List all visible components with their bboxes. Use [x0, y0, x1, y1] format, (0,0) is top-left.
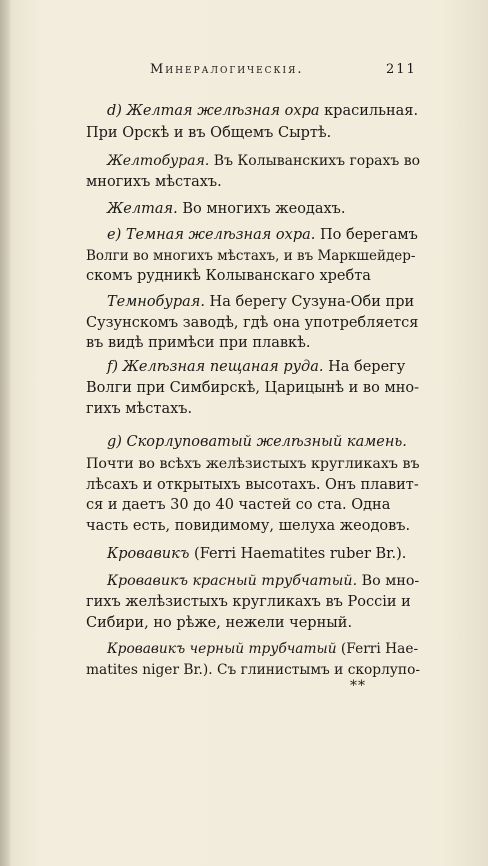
- text-line: g) Скорлуповатый желѣзный камень.: [107, 434, 407, 450]
- text-line: Кровавикъ черный трубчатый (Ferri Hae-: [107, 641, 419, 657]
- running-header: [150, 62, 450, 82]
- text-line: Сузунскомъ заводѣ, гдѣ она употребляется: [86, 315, 419, 331]
- text-line: Почти во всѣхъ желѣзистыхъ кругликахъ въ: [86, 456, 420, 472]
- text-line: Волги во многихъ мѣстахъ, и въ Маркшейдер-: [86, 248, 416, 264]
- page-gutter: [0, 0, 10, 866]
- text-line: скомъ рудникѣ Колыванскаго хребта: [86, 268, 371, 284]
- text-line: f) Желѣзная пещаная руда. На берегу: [107, 359, 406, 375]
- text-line: matites niger Br.). Съ глинистымъ и скорлупо-: [86, 662, 420, 678]
- text-line: Темнобурая. На берегу Сузуна-Оби при: [107, 294, 415, 310]
- text-line: ся и даетъ 30 до 40 частей со ста. Одна: [86, 497, 391, 513]
- text-line: многихъ мѣстахъ.: [86, 174, 222, 190]
- text-line: Желтая. Во многихъ жеодахъ.: [107, 201, 346, 217]
- text-line: d) Желтая желѣзная охра красильная.: [107, 103, 419, 119]
- text-line: Кровавикъ (Ferri Haematites ruber Br.).: [107, 546, 407, 562]
- text-line: e) Темная желѣзная охра. По берегамъ: [107, 227, 418, 243]
- page-number: 211: [386, 62, 417, 77]
- text-line: Сибири, но рѣже, нежели черный.: [86, 615, 353, 631]
- running-title: Минералогическія.: [150, 62, 304, 77]
- text-line: Волги при Симбирскѣ, Царицынѣ и во мно-: [86, 380, 420, 396]
- text-line: Желтобурая. Въ Колыванскихъ горахъ во: [107, 153, 421, 169]
- text-line: При Орскѣ и въ Общемъ Сыртѣ.: [86, 125, 332, 141]
- text-line: гихъ желѣзистыхъ кругликахъ въ Россіи и: [86, 594, 411, 610]
- text-line: гихъ мѣстахъ.: [86, 401, 193, 417]
- text-line: Кровавикъ красный трубчатый. Во мно-: [107, 573, 420, 589]
- text-line: въ видѣ примѣси при плавкѣ.: [86, 335, 311, 351]
- text-line: часть есть, повидимому, шелуха жеодовъ.: [86, 518, 411, 534]
- printer-signature-mark: **: [350, 678, 366, 694]
- text-line: лѣсахъ и открытыхъ высотахъ. Онъ плавит-: [86, 477, 419, 493]
